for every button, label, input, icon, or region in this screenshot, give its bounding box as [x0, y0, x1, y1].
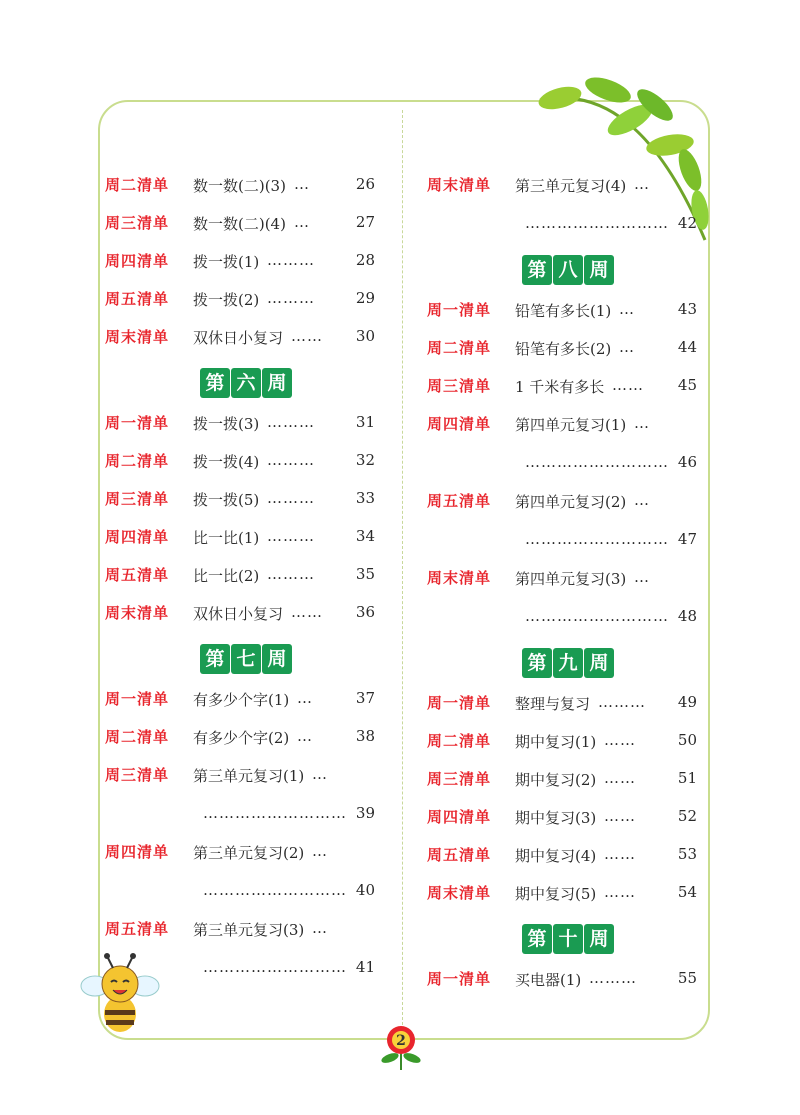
week-badge [522, 924, 614, 954]
day-label: 周三清单 [427, 377, 492, 395]
page-number-ref: 42 [677, 214, 697, 232]
week-badge-char: 周 [584, 648, 614, 678]
week-badge-char: 周 [584, 924, 614, 954]
entry-title: 第四单元复习(2) [515, 493, 627, 511]
toc-right-column [427, 172, 697, 1004]
column-divider [402, 110, 403, 1030]
toc-entry[interactable] [105, 524, 375, 562]
day-label: 周四清单 [105, 528, 170, 546]
leader-dots: …… [604, 845, 636, 863]
leader-dots: ……… [598, 693, 646, 711]
day-label: 周一清单 [105, 690, 170, 708]
page-number-ref: 34 [355, 527, 375, 545]
leader-dots: ……………………… [203, 881, 347, 899]
page-number-ref: 32 [355, 451, 375, 469]
leader-dots: …… [291, 327, 323, 345]
leader-dots: ……… [267, 413, 315, 431]
page-number-ref: 51 [677, 769, 697, 787]
entry-title: 数一数(二)(3) [193, 177, 286, 195]
leader-dots: ……… [267, 565, 315, 583]
page-number-ref: 46 [677, 453, 697, 471]
entry-title: 拨一拨(2) [193, 291, 260, 309]
page-number-ref: 28 [355, 251, 375, 269]
leader-dots: ……………………… [525, 607, 669, 625]
day-label: 周二清单 [105, 176, 170, 194]
toc-entry[interactable] [105, 600, 375, 638]
day-label: 周四清单 [105, 252, 170, 270]
week-badge [200, 644, 292, 674]
week-badge [522, 255, 614, 285]
day-label: 周四清单 [105, 843, 170, 861]
entry-title: 期中复习(4) [515, 847, 597, 865]
leader-dots: … [294, 213, 310, 231]
leader-dots: ……… [267, 527, 315, 545]
day-label: 周三清单 [105, 214, 170, 232]
page-number-ref: 43 [677, 300, 697, 318]
toc-entry[interactable] [427, 690, 697, 728]
entry-title: 第四单元复习(1) [515, 416, 627, 434]
page-number-ref: 55 [677, 969, 697, 987]
week-badge-char: 第 [200, 368, 230, 398]
week-heading [105, 362, 375, 410]
toc-entry[interactable] [427, 842, 697, 880]
toc-entry[interactable] [105, 410, 375, 448]
leader-dots: ……………………… [525, 453, 669, 471]
day-label: 周二清单 [427, 339, 492, 357]
leader-dots: ……… [267, 451, 315, 469]
leader-dots: … [294, 175, 310, 193]
toc-entry[interactable] [427, 373, 697, 411]
day-label: 周一清单 [427, 301, 492, 319]
week-badge [200, 368, 292, 398]
entry-title: 有多少个字(1) [193, 691, 290, 709]
entry-title: 期中复习(1) [515, 733, 597, 751]
entry-title: 第三单元复习(1) [193, 767, 305, 785]
page-number-ref: 33 [355, 489, 375, 507]
entry-title: 期中复习(3) [515, 809, 597, 827]
toc-entry[interactable] [427, 172, 697, 249]
leader-dots: … [634, 175, 650, 193]
week-heading [105, 638, 375, 686]
entry-title: 拨一拨(1) [193, 253, 260, 271]
day-label: 周三清单 [105, 766, 170, 784]
week-badge-char: 周 [584, 255, 614, 285]
entry-title: 拨一拨(4) [193, 453, 260, 471]
toc-entry[interactable] [427, 297, 697, 335]
day-label: 周三清单 [427, 770, 492, 788]
week-badge-char: 第 [200, 644, 230, 674]
toc-entry[interactable] [427, 966, 697, 1004]
day-label: 周末清单 [427, 884, 492, 902]
toc-entry[interactable] [105, 448, 375, 486]
page-number-ref: 50 [677, 731, 697, 749]
week-badge-char: 第 [522, 255, 552, 285]
week-heading [427, 642, 697, 690]
page-number-ref: 52 [677, 807, 697, 825]
entry-title: 比一比(2) [193, 567, 260, 585]
day-label: 周一清单 [105, 414, 170, 432]
bee-mascot-icon [75, 948, 165, 1038]
leader-dots: ……… [267, 251, 315, 269]
week-badge [522, 648, 614, 678]
page-number-ref: 49 [677, 693, 697, 711]
toc-entry[interactable] [427, 335, 697, 373]
toc-entry[interactable] [427, 488, 697, 565]
page-number-ref: 40 [355, 881, 375, 899]
leader-dots: ……………………… [525, 530, 669, 548]
day-label: 周末清单 [427, 176, 492, 194]
toc-entry[interactable] [105, 686, 375, 724]
entry-title: 拨一拨(5) [193, 491, 260, 509]
toc-entry[interactable] [105, 724, 375, 762]
entry-title: 期中复习(5) [515, 885, 597, 903]
page-number-ref: 48 [677, 607, 697, 625]
leader-dots: …… [612, 376, 644, 394]
toc-entry[interactable] [427, 880, 697, 918]
toc-entry[interactable] [105, 210, 375, 248]
entry-title: 第四单元复习(3) [515, 570, 627, 588]
entry-title: 铅笔有多长(1) [515, 302, 612, 320]
toc-entry[interactable] [105, 762, 375, 839]
week-badge-char: 周 [262, 644, 292, 674]
day-label: 周五清单 [105, 290, 170, 308]
leader-dots: …… [604, 731, 636, 749]
entry-title: 有多少个字(2) [193, 729, 290, 747]
week-heading [427, 918, 697, 966]
leader-dots: … [312, 919, 328, 937]
toc-entry[interactable] [427, 728, 697, 766]
leader-dots: ……… [267, 289, 315, 307]
leader-dots: … [297, 727, 313, 745]
leader-dots: …… [604, 807, 636, 825]
leader-dots: … [312, 842, 328, 860]
leader-dots: ……………………… [203, 958, 347, 976]
day-label: 周末清单 [427, 569, 492, 587]
toc-entry[interactable] [427, 411, 697, 488]
page-number-ref: 35 [355, 565, 375, 583]
toc-entry[interactable] [427, 766, 697, 804]
entry-title: 拨一拨(3) [193, 415, 260, 433]
entry-title: 整理与复习 [515, 695, 591, 713]
leader-dots: … [312, 765, 328, 783]
day-label: 周末清单 [105, 604, 170, 622]
week-badge-char: 八 [553, 255, 583, 285]
day-label: 周四清单 [427, 808, 492, 826]
page-number-ref: 37 [355, 689, 375, 707]
leader-dots: …… [291, 603, 323, 621]
leader-dots: …… [604, 883, 636, 901]
page-number-ref: 53 [677, 845, 697, 863]
page-number-ref: 44 [677, 338, 697, 356]
entry-title: 比一比(1) [193, 529, 260, 547]
day-label: 周四清单 [427, 415, 492, 433]
page-number-ref: 47 [677, 530, 697, 548]
day-label: 周二清单 [105, 728, 170, 746]
day-label: 周一清单 [427, 970, 492, 988]
page-number-ref: 29 [355, 289, 375, 307]
leader-dots: ……………………… [525, 214, 669, 232]
week-badge-char: 九 [553, 648, 583, 678]
entry-title: 双休日小复习 [193, 605, 284, 623]
entry-title: 数一数(二)(4) [193, 215, 286, 233]
entry-title: 双休日小复习 [193, 329, 284, 347]
day-label: 周末清单 [105, 328, 170, 346]
leader-dots: ……………………… [203, 804, 347, 822]
day-label: 周五清单 [105, 566, 170, 584]
entry-title: 期中复习(2) [515, 771, 597, 789]
entry-title: 买电器(1) [515, 971, 582, 989]
page-number-ref: 54 [677, 883, 697, 901]
page-number-ref: 36 [355, 603, 375, 621]
week-badge-char: 周 [262, 368, 292, 398]
day-label: 周五清单 [427, 846, 492, 864]
page-number-ref: 31 [355, 413, 375, 431]
toc-entry[interactable] [105, 172, 375, 210]
leader-dots: … [619, 338, 635, 356]
day-label: 周五清单 [427, 492, 492, 510]
entry-title: 第三单元复习(3) [193, 921, 305, 939]
toc-entry[interactable] [427, 565, 697, 642]
day-label: 周二清单 [105, 452, 170, 470]
entry-title: 第三单元复习(4) [515, 177, 627, 195]
leader-dots: … [634, 414, 650, 432]
page-number-ref: 26 [355, 175, 375, 193]
week-heading [427, 249, 697, 297]
page-number-ref: 27 [355, 213, 375, 231]
day-label: 周一清单 [427, 694, 492, 712]
toc-entry[interactable] [105, 286, 375, 324]
week-badge-char: 十 [553, 924, 583, 954]
leader-dots: … [297, 689, 313, 707]
entry-title: 第三单元复习(2) [193, 844, 305, 862]
day-label: 周五清单 [105, 920, 170, 938]
leader-dots: … [634, 491, 650, 509]
page-number-ref: 45 [677, 376, 697, 394]
week-badge-char: 六 [231, 368, 261, 398]
toc-entry[interactable] [105, 562, 375, 600]
leader-dots: ……… [267, 489, 315, 507]
entry-title: 铅笔有多长(2) [515, 340, 612, 358]
week-badge-char: 第 [522, 648, 552, 678]
page-number: 2 [396, 1033, 406, 1049]
page-number-ref: 38 [355, 727, 375, 745]
day-label: 周三清单 [105, 490, 170, 508]
page-number-ref: 39 [355, 804, 375, 822]
toc-entry[interactable] [105, 839, 375, 916]
toc-entry[interactable] [105, 486, 375, 524]
page-number-ref: 30 [355, 327, 375, 345]
day-label: 周二清单 [427, 732, 492, 750]
leader-dots: … [619, 300, 635, 318]
toc-entry[interactable] [105, 248, 375, 286]
week-badge-char: 第 [522, 924, 552, 954]
toc-entry[interactable] [105, 324, 375, 362]
page-number-badge [378, 1022, 424, 1072]
leader-dots: ……… [589, 969, 637, 987]
page-number-ref: 41 [355, 958, 375, 976]
week-badge-char: 七 [231, 644, 261, 674]
entry-title: 1 千米有多长 [515, 378, 605, 396]
toc-left-column [105, 172, 375, 993]
leader-dots: … [634, 568, 650, 586]
leader-dots: …… [604, 769, 636, 787]
toc-entry[interactable] [427, 804, 697, 842]
